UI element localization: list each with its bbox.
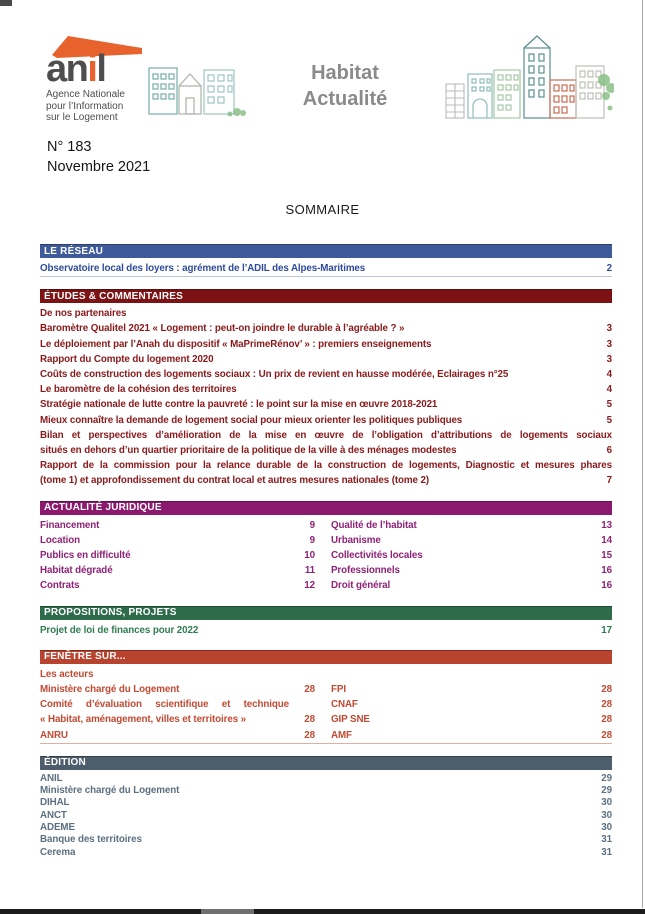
section-title: FENÊTRE SUR... — [44, 651, 126, 663]
toc-entry-label: Baromètre Qualitel 2021 « Logement : peut-on joindre le durable à l’agréable ? » — [40, 323, 405, 335]
toc-entry-page: 2 — [606, 263, 612, 274]
toc-two-col-row — [40, 712, 612, 727]
toc-entry-page: 28 — [601, 699, 612, 711]
toc-two-col-row — [40, 518, 612, 533]
anil-wordmark-i: i — [87, 48, 97, 90]
window-corner-artifact — [0, 0, 12, 6]
column-gutter — [315, 712, 331, 727]
toc-entry-page: 3 — [606, 323, 612, 335]
toc-entry-page: 29 — [601, 772, 612, 784]
toc-entry-label[interactable]: Contrats — [40, 580, 80, 592]
sommaire-title: SOMMAIRE — [285, 202, 360, 217]
section-propositions — [40, 606, 612, 638]
toc-entry-label[interactable]: Ministère chargé du Logement — [40, 684, 180, 696]
anil-wordmark: anil — [46, 48, 106, 90]
toc-two-col-row — [40, 578, 612, 593]
toc-entry-label: Bilan et perspectives d’amélioration de la mise en œuvre de l’obligation d’attributions de logements sociaux — [40, 429, 612, 441]
toc-entry-label[interactable]: Publics en difficulté — [40, 550, 131, 562]
toc-entry-page: 30 — [601, 822, 612, 834]
toc-entry[interactable] — [40, 443, 612, 458]
section-fenetre — [40, 650, 612, 744]
toc-entry[interactable] — [40, 797, 612, 809]
section-header-actualite — [40, 501, 612, 515]
toc-entry-page: 12 — [304, 580, 315, 592]
horizontal-scrollbar-thumb[interactable] — [201, 909, 254, 914]
toc-entry-page: 9 — [309, 534, 315, 546]
toc-two-col-row — [40, 682, 612, 697]
toc-entry-label[interactable]: Professionnels — [331, 565, 400, 577]
column-gutter — [315, 548, 331, 563]
toc-entry-label: Cerema — [40, 846, 76, 858]
toc-entry-label[interactable]: CNAF — [331, 699, 358, 711]
toc-entry-page — [289, 697, 315, 712]
toc-two-col-row — [40, 548, 612, 563]
toc-entry-page: 28 — [601, 714, 612, 726]
toc-entry-page: 31 — [601, 846, 612, 858]
toc-entry-page: 7 — [606, 475, 612, 487]
toc-entry-page: 30 — [601, 809, 612, 821]
toc-entry-label: Banque des territoires — [40, 834, 142, 846]
column-gutter — [315, 533, 331, 548]
toc-entry-page: 28 — [601, 684, 612, 696]
toc-entry-label: Observatoire local des loyers : agrément de l’ADIL des Alpes-Maritimes — [40, 263, 366, 274]
section-title: ÉDITION — [44, 757, 86, 769]
toc-entry[interactable] — [40, 352, 612, 367]
section-etudes — [40, 289, 612, 488]
toc-entry[interactable] — [40, 834, 612, 846]
toc-entry-label[interactable]: AMF — [331, 729, 352, 741]
section-body — [40, 770, 612, 859]
toc-entry[interactable] — [40, 822, 612, 834]
toc-entry-page: 16 — [601, 565, 612, 577]
toc-two-col-row — [40, 728, 612, 743]
column-gutter — [315, 578, 331, 593]
toc-entry[interactable] — [40, 397, 612, 412]
toc-entry-label[interactable]: Location — [40, 534, 81, 546]
toc-entry-label: De nos partenaires — [40, 308, 127, 320]
toc-entry-page: 28 — [304, 714, 315, 726]
section-header-etudes — [40, 289, 612, 303]
toc-entry-page: 28 — [304, 684, 315, 696]
toc-entry[interactable] — [40, 321, 612, 336]
toc-entry-label: Coûts de construction des logements sociaux : Un prix de revient en hausse modérée, Eclairages n°25 — [40, 369, 509, 381]
toc-entry[interactable] — [40, 337, 612, 352]
issue-date: Novembre 2021 — [47, 158, 151, 175]
section-header-reseau — [40, 244, 612, 258]
buildings-illustration-right-icon — [444, 34, 614, 124]
toc-entry-page: 15 — [601, 550, 612, 562]
toc-entry — [40, 306, 612, 321]
toc-entry-label: Projet de loi de finances pour 2022 — [40, 624, 199, 636]
toc-entry-page: 6 — [606, 445, 612, 457]
toc-entry-page: 4 — [606, 369, 612, 381]
toc-intro — [40, 667, 612, 682]
section-body — [40, 664, 612, 744]
toc-entry-label: ADEME — [40, 822, 75, 834]
section-edition — [40, 756, 612, 859]
toc-entry[interactable] — [40, 382, 612, 397]
toc-entry[interactable] — [40, 367, 612, 382]
toc-entry-label: DIHAL — [40, 797, 70, 809]
toc-entry-page: 30 — [601, 797, 612, 809]
horizontal-scrollbar[interactable] — [0, 909, 645, 914]
toc-entry-page: 14 — [601, 534, 612, 546]
toc-entry-label[interactable]: « Habitat, aménagement, villes et territoires » — [40, 714, 247, 726]
toc-entry-label: Rapport de la commission pour la relance durable de la construction de logements, Diagnostic et mesures phares — [40, 460, 612, 472]
newsletter-title-line1: Habitat — [311, 62, 379, 84]
toc-entry-label[interactable]: Collectivités locales — [331, 550, 423, 562]
anil-tagline-line1: Agence Nationale — [46, 89, 125, 100]
toc-entry-label: Le baromètre de la cohésion des territoires — [40, 384, 237, 396]
toc-entry-label[interactable]: GIP SNE — [331, 714, 370, 726]
toc-entry-page: 13 — [601, 519, 612, 531]
newsletter-title — [245, 60, 445, 112]
toc-entry[interactable] — [40, 773, 612, 785]
sections — [40, 244, 612, 871]
issue-info — [47, 138, 150, 177]
toc-two-col-row — [40, 533, 612, 548]
buildings-illustration-left-icon — [146, 58, 248, 118]
section-body — [40, 620, 612, 638]
toc-entry[interactable] — [40, 473, 612, 488]
newsletter-title-line2: Actualité — [302, 88, 388, 110]
toc-intro-label: Les acteurs — [40, 668, 94, 680]
toc-entry-label[interactable]: Urbanisme — [331, 534, 381, 546]
toc-entry[interactable] — [40, 623, 612, 638]
toc-entry-label: situés en dehors d’un quartier prioritaire de la politique de la ville à des ménages modestes — [40, 445, 457, 457]
toc-entry-label[interactable]: FPI — [331, 684, 346, 696]
column-gutter — [315, 518, 331, 533]
toc-entry[interactable] — [40, 428, 612, 443]
section-title: LE RÉSEAU — [44, 245, 104, 257]
toc-entry-page: 17 — [601, 624, 612, 636]
toc-entry-label: Stratégie nationale de lutte contre la pauvreté : le point sur la mise en œuvre 2018-2021 — [40, 399, 438, 411]
toc-entry-label[interactable]: Habitat dégradé — [40, 565, 113, 577]
column-gutter — [315, 728, 331, 743]
section-reseau — [40, 244, 612, 277]
toc-entry-page: 10 — [304, 550, 315, 562]
section-header-edition — [40, 756, 612, 770]
toc-entry-label: ANCT — [40, 809, 67, 821]
section-title: ÉTUDES & COMMENTAIRES — [44, 290, 184, 302]
toc-entry-label: Ministère chargé du Logement — [40, 785, 180, 797]
toc-entry-page: 9 — [309, 519, 315, 531]
toc-entry-page: 29 — [601, 785, 612, 797]
toc-entry[interactable] — [40, 413, 612, 428]
issue-number: N° 183 — [47, 139, 92, 155]
toc-entry-label[interactable]: Qualité de l’habitat — [331, 519, 417, 531]
toc-entry-label: (tome 1) et approfondissement du contrat local et autres mesures nationales (tome 2) — [40, 475, 430, 487]
toc-two-col-row — [40, 697, 612, 712]
column-gutter — [315, 697, 331, 712]
toc-entry-label[interactable]: Financement — [40, 519, 100, 531]
column-gutter — [315, 682, 331, 697]
toc-entry-label: Le déploiement par l’Anah du dispositif « MaPrimeRénov’ » : premiers enseignements — [40, 338, 432, 350]
toc-entry-page: 31 — [601, 834, 612, 846]
section-actualite — [40, 501, 612, 594]
toc-entry[interactable] — [40, 458, 612, 473]
toc-entry[interactable] — [40, 785, 612, 797]
column-gutter — [315, 563, 331, 578]
toc-entry-label: Mieux connaître la demande de logement social pour mieux orienter les politiques publiques — [40, 414, 463, 426]
page-right-border — [642, 0, 643, 908]
section-header-propositions — [40, 606, 612, 620]
section-title: ACTUALITÉ JURIDIQUE — [44, 502, 162, 514]
toc-entry-page: 4 — [606, 384, 612, 396]
toc-two-col-row — [40, 563, 612, 578]
toc-entry-label: ANIL — [40, 772, 63, 784]
toc-entry-page: 11 — [304, 565, 315, 577]
toc-entry[interactable] — [40, 847, 612, 859]
anil-tagline-line2: pour l’Information — [46, 100, 124, 112]
toc-entry-page: 3 — [606, 338, 612, 350]
section-title: PROPOSITIONS, PROJETS — [44, 607, 177, 619]
section-body — [40, 303, 612, 488]
toc-entry-page: 16 — [601, 580, 612, 592]
toc-entry[interactable] — [40, 810, 612, 822]
section-body — [40, 515, 612, 594]
toc-entry-label[interactable]: Droit général — [331, 580, 391, 592]
section-header-fenetre — [40, 650, 612, 664]
toc-entry-page: 3 — [606, 353, 612, 365]
toc-entry-label[interactable]: Comité d’évaluation scientifique et technique — [40, 699, 289, 711]
section-body — [40, 258, 612, 277]
toc-entry-page: 5 — [606, 414, 612, 426]
toc-entry-label: Rapport du Compte du logement 2020 — [40, 353, 214, 365]
toc-entry-page: 28 — [304, 729, 315, 741]
anil-tagline-line3: sur le Logement — [46, 112, 118, 123]
toc-entry-page: 28 — [601, 729, 612, 741]
toc-entry-page: 5 — [606, 399, 612, 411]
toc-entry[interactable] — [40, 261, 612, 276]
toc-entry-label[interactable]: ANRU — [40, 729, 68, 741]
